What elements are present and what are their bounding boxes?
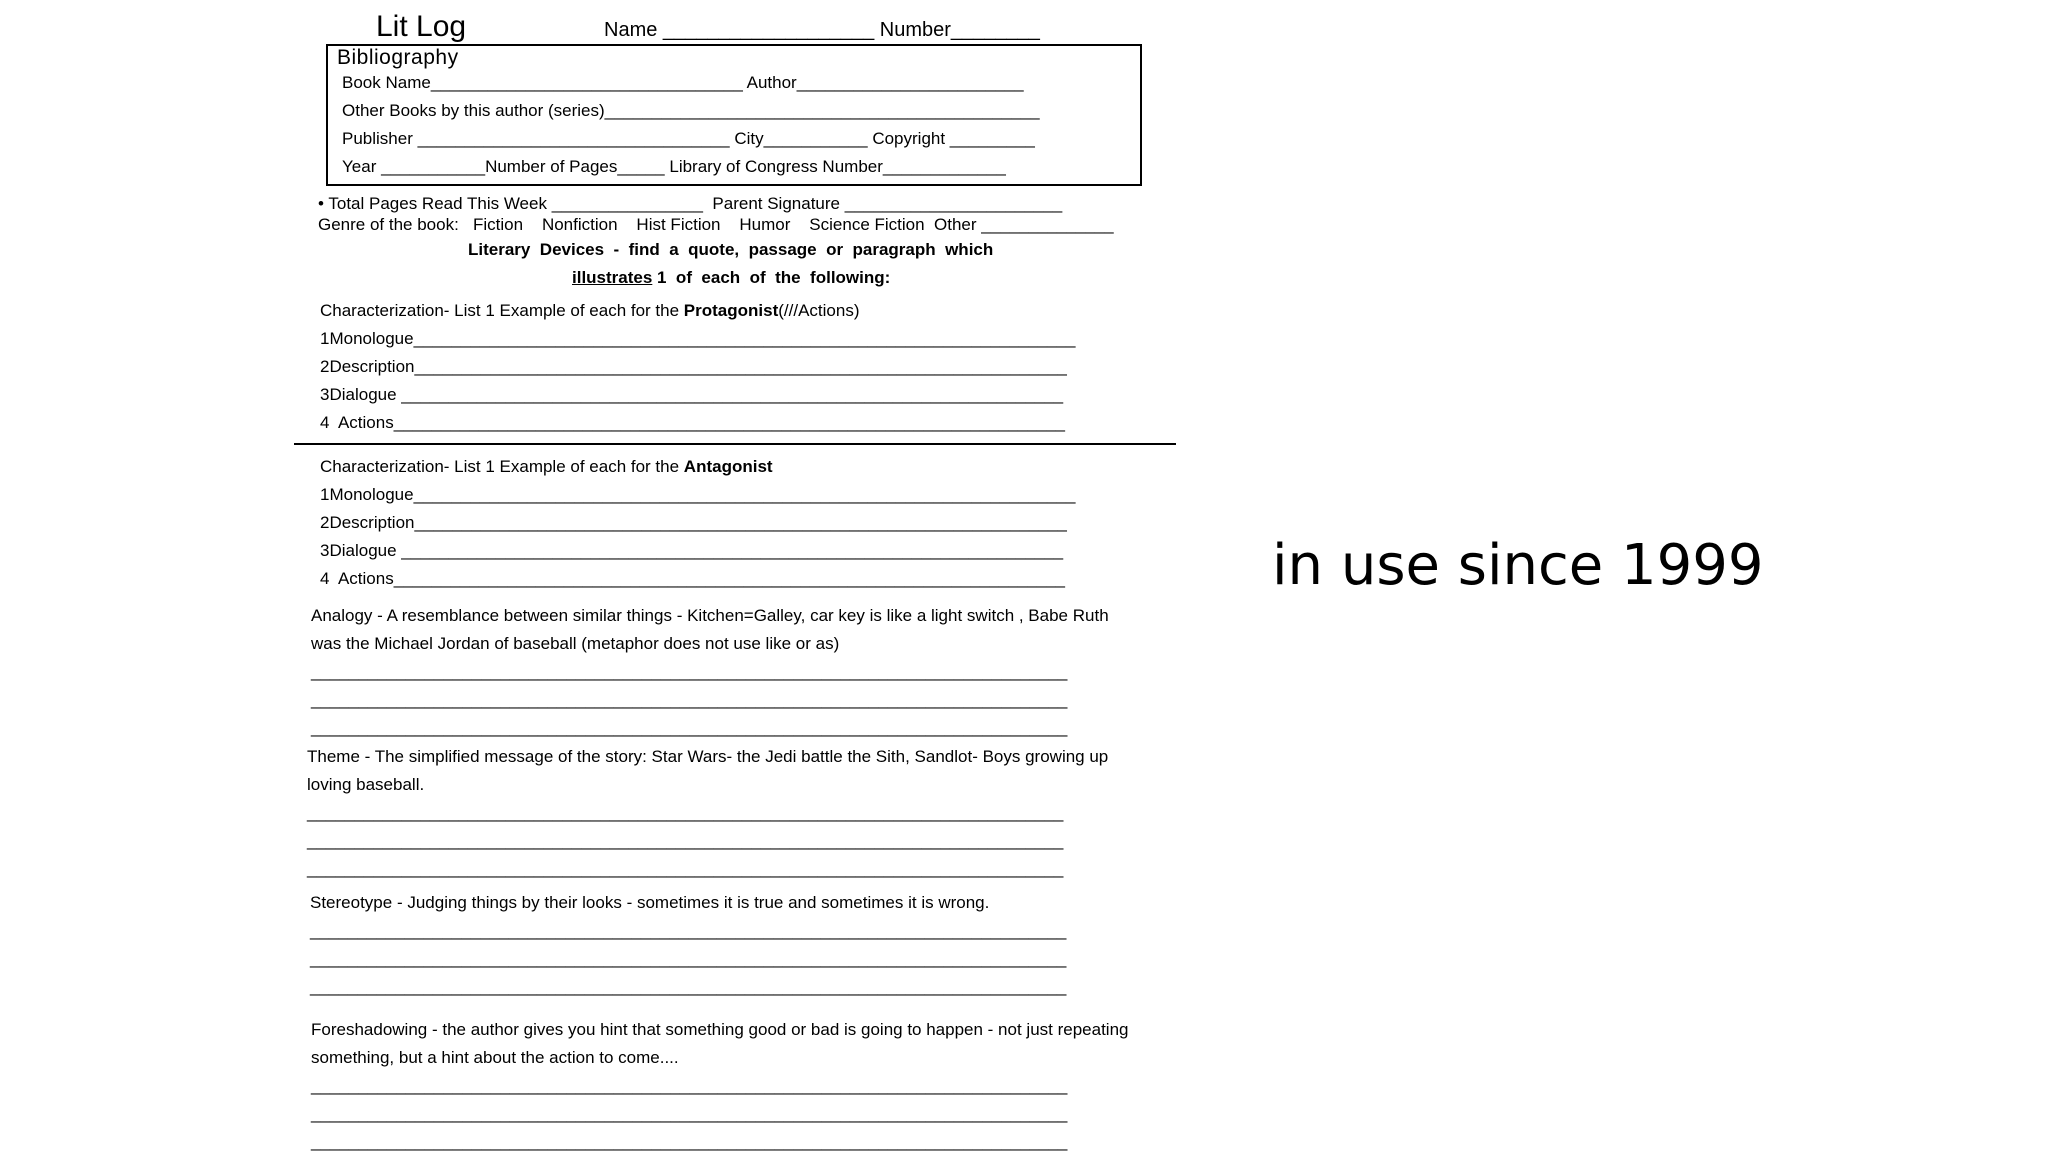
side-caption: in use since 1999 [1272, 533, 1764, 598]
antagonist-dialogue-line[interactable]: 3Dialogue ______________________________________________________________________ [320, 541, 1064, 560]
stereotype-definition: Stereotype - Judging things by their looks - sometimes it is true and sometimes it is wrong. [310, 893, 990, 912]
antagonist-heading-pre: Characterization- List 1 Example of each for the [320, 457, 684, 476]
theme-answer-line[interactable]: ________________________________________________________________________________ [307, 803, 1064, 822]
literary-devices-instruction: Literary Devices - find a quote, passage or paragraph which [468, 240, 994, 259]
theme-answer-line[interactable]: ________________________________________________________________________________ [307, 831, 1064, 850]
antagonist-description-line[interactable]: 2Description_____________________________________________________________________ [320, 513, 1067, 532]
foreshadowing-definition: Foreshadowing - the author gives you hint that something good or bad is going to happen - not just repeating [311, 1020, 1129, 1039]
protagonist-heading-pre: Characterization- List 1 Example of each for the [320, 301, 684, 320]
antagonist-word: Antagonist [683, 457, 773, 476]
foreshadowing-answer-line[interactable]: ________________________________________________________________________________ [311, 1104, 1068, 1123]
analogy-answer-line[interactable]: ________________________________________________________________________________ [311, 662, 1068, 681]
analogy-definition-2: was the Michael Jordan of baseball (metaphor does not use like or as) [311, 634, 840, 653]
theme-answer-line[interactable]: ________________________________________________________________________________ [307, 859, 1064, 878]
foreshadowing-answer-line[interactable]: ________________________________________________________________________________ [311, 1076, 1068, 1095]
protagonist-description-line[interactable]: 2Description_____________________________________________________________________ [320, 357, 1067, 376]
name-number-line[interactable]: Name ___________________ Number________ [604, 19, 1040, 41]
instruction-rest: 1 of each of the following: [652, 268, 891, 287]
genre-line[interactable]: Genre of the book: Fiction Nonfiction Hist Fiction Humor Science Fiction Other ______________ [318, 215, 1114, 234]
illustrates-word: illustrates [572, 268, 653, 287]
analogy-answer-line[interactable]: ________________________________________________________________________________ [311, 690, 1068, 709]
protagonist-monologue-line[interactable]: 1Monologue______________________________________________________________________ [320, 329, 1076, 348]
theme-definition-2: loving baseball. [307, 775, 425, 794]
antagonist-monologue-line[interactable]: 1Monologue______________________________________________________________________ [320, 485, 1076, 504]
protagonist-dialogue-line[interactable]: 3Dialogue ______________________________________________________________________ [320, 385, 1064, 404]
section-divider [294, 443, 1176, 445]
protagonist-actions-line[interactable]: 4 Actions_______________________________________________________________________ [320, 413, 1065, 432]
page-title: Lit Log [376, 10, 467, 43]
theme-definition: Theme - The simplified message of the story: Star Wars- the Jedi battle the Sith, Sandlot- Boys growing up [307, 747, 1109, 766]
stereotype-answer-line[interactable]: ________________________________________________________________________________ [310, 977, 1067, 996]
foreshadowing-definition-2: something, but a hint about the action to come.... [311, 1048, 679, 1067]
book-name-author-line[interactable]: Book Name_________________________________ Author________________________ [342, 73, 1024, 92]
stereotype-answer-line[interactable]: ________________________________________________________________________________ [310, 949, 1067, 968]
other-books-line[interactable]: Other Books by this author (series)______________________________________________ [342, 101, 1040, 120]
antagonist-heading [320, 458, 773, 475]
publisher-city-copyright-line[interactable]: Publisher _________________________________ City___________ Copyright _________ [342, 129, 1035, 148]
stereotype-answer-line[interactable]: ________________________________________________________________________________ [310, 921, 1067, 940]
protagonist-heading-post: (///Actions) [778, 301, 860, 320]
total-pages-signature-line[interactable]: • Total Pages Read This Week ________________ Parent Signature _______________________ [318, 194, 1063, 213]
literary-devices-instruction-2 [572, 269, 890, 286]
foreshadowing-answer-line[interactable]: ________________________________________________________________________________ [311, 1132, 1068, 1151]
year-pages-loc-line[interactable]: Year ___________Number of Pages_____ Library of Congress Number_____________ [342, 157, 1006, 176]
analogy-answer-line[interactable]: ________________________________________________________________________________ [311, 718, 1068, 737]
protagonist-word: Protagonist [683, 301, 779, 320]
analogy-definition: Analogy - A resemblance between similar things - Kitchen=Galley, car key is like a light switch , Babe Ruth [311, 606, 1109, 625]
protagonist-heading [320, 302, 860, 319]
antagonist-actions-line[interactable]: 4 Actions_______________________________________________________________________ [320, 569, 1065, 588]
bibliography-title: Bibliography [337, 46, 459, 69]
